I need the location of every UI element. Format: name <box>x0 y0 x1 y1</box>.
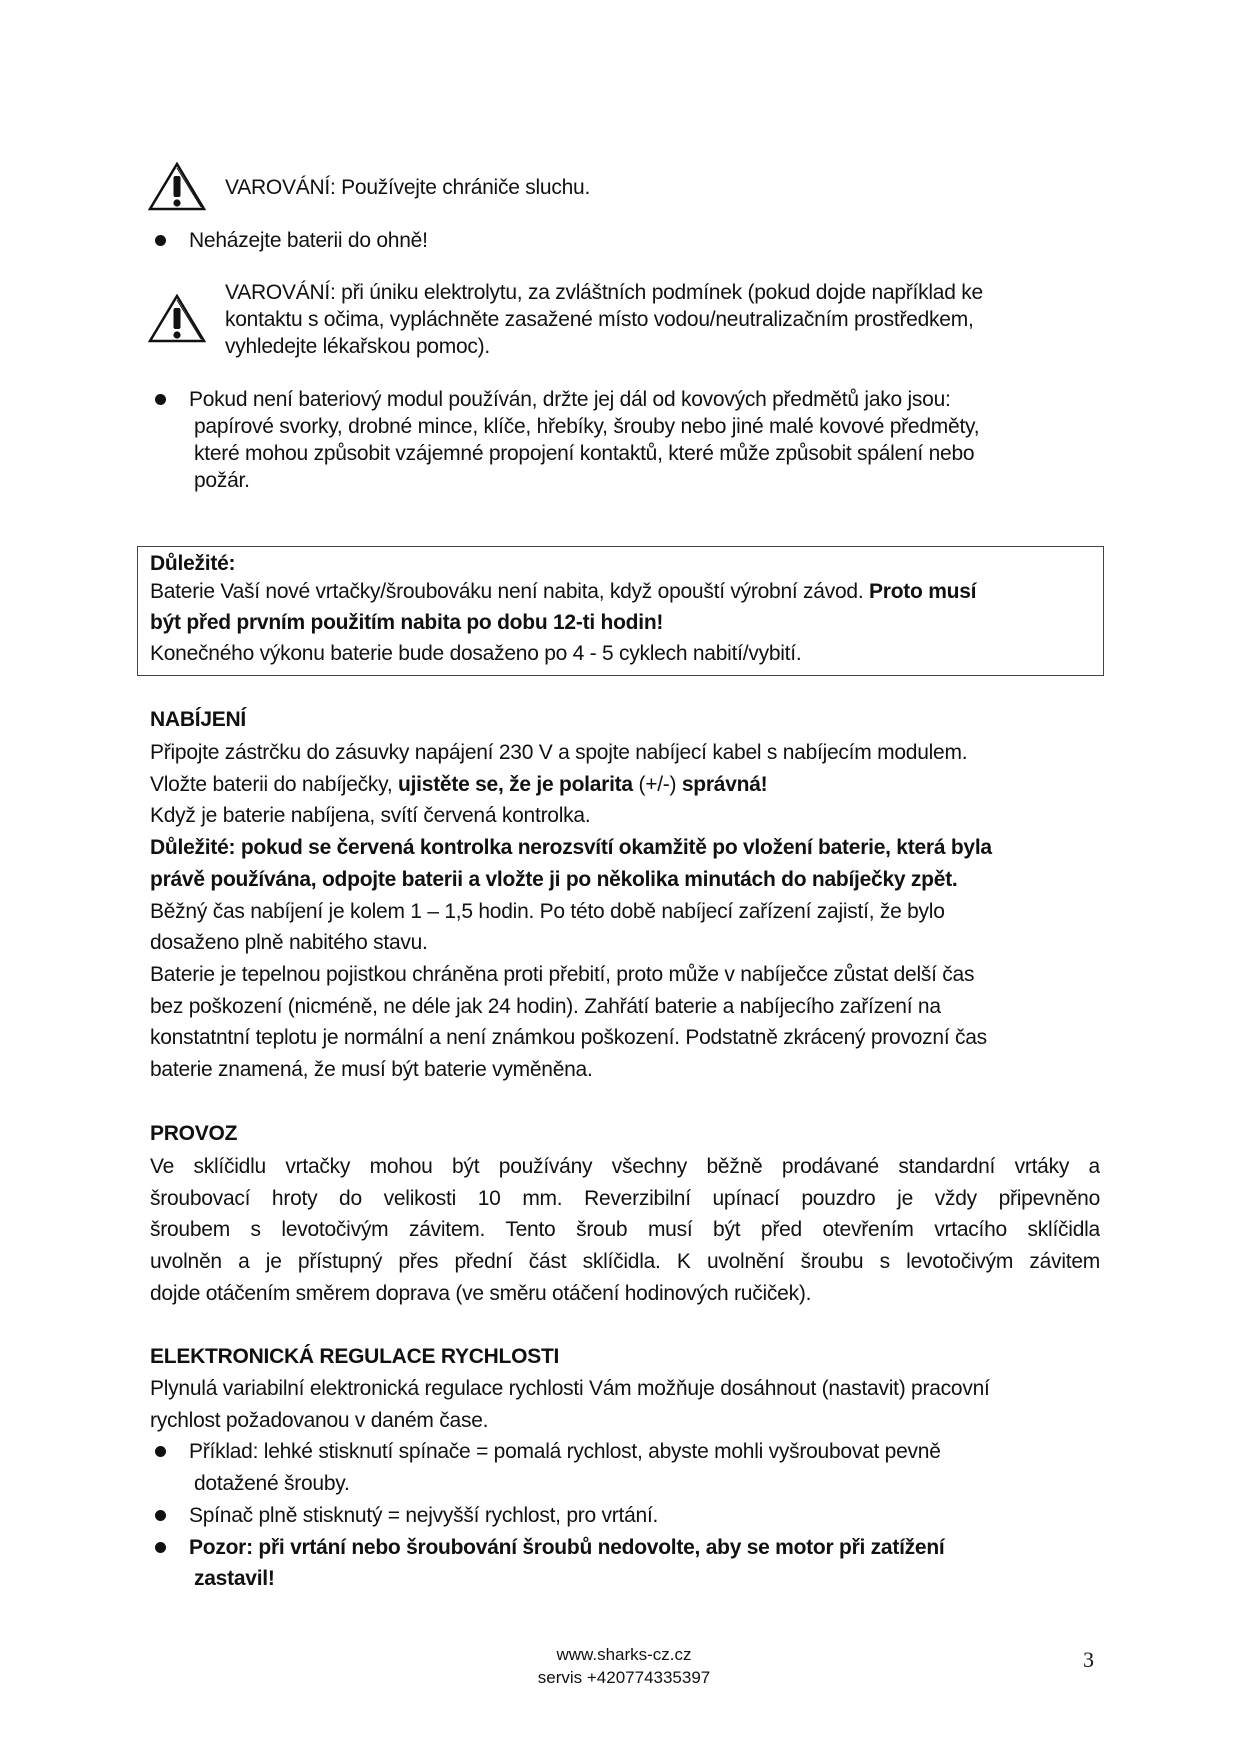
bullet-icon <box>155 235 166 246</box>
text-segment: Vložte baterii do nabíječky, <box>150 772 399 796</box>
text-line: Spínač plně stisknutý = nejvyšší rychlost, pro vrtání. <box>189 1503 659 1527</box>
text-line: baterie znamená, že musí být baterie vyměněna. <box>150 1058 593 1081</box>
text-line: vyhledejte lékařskou pomoc). <box>225 335 490 358</box>
text-line: VAROVÁNÍ: Používejte chrániče sluchu. <box>225 176 591 199</box>
bullet-icon <box>155 1542 166 1553</box>
text-line <box>150 577 976 607</box>
bold-text: být před prvním použitím nabita po dobu 12-ti hodin! <box>150 611 664 634</box>
bold-text: právě používána, odpojte baterii a vložte ji po několika minutách do nabíječky zpět. <box>150 867 958 891</box>
text-line: šroubovací hroty do velikosti 10 mm. Reverzibilní upínací pouzdro je vždy připevněno <box>150 1186 1100 1210</box>
text-line: NABÍJENÍ <box>150 708 247 731</box>
text-line <box>150 608 663 638</box>
bullet-icon <box>155 1510 166 1521</box>
text-line <box>150 770 767 800</box>
text-line: dojde otáčením směrem doprava (ve směru otáčení hodinových ručiček). <box>150 1281 812 1305</box>
text-line: šroubem s levotočivým závitem. Tento šroub musí být před otevřením vrtacího sklíčidla <box>150 1218 1100 1242</box>
text-line: konstatntní teplotu je normální a není známkou poškození. Podstatně zkrácený provozní čas <box>150 1026 987 1050</box>
bold-text: ujistěte se, že je polarita <box>398 772 639 796</box>
text-line: Když je baterie nabíjena, svítí červená kontrolka. <box>150 804 591 828</box>
text-line: které mohou způsobit vzájemné propojení kontaktů, které může způsobit spálení nebo <box>194 442 975 465</box>
text-line: požár. <box>194 469 250 492</box>
warning-triangle-icon <box>148 294 206 344</box>
text-line: uvolněn a je přístupný přes přední část sklíčidla. K uvolnění šroubu s levotočivým závitem <box>150 1250 1100 1274</box>
text-line: Plynulá variabilní elektronická regulace rychlosti Vám možňuje dosáhnout (nastavit) pracovní <box>150 1377 990 1400</box>
text-segment: (+/-) <box>638 772 682 796</box>
bold-text: Důležité: pokud se červená kontrolka nerozsvítí okamžitě po vložení baterie, která byla <box>150 836 992 860</box>
text-line: Pozor: při vrtání nebo šroubování šroubů nedovolte, aby se motor při zatížení <box>189 1535 945 1559</box>
warning-triangle-icon <box>148 162 206 212</box>
text-line: Příklad: lehké stisknutí spínače = pomalá rychlost, abyste mohli vyšroubovat pevně <box>189 1440 941 1464</box>
text-line: Konečného výkonu baterie bude dosaženo po 4 - 5 cyklech nabití/vybití. <box>150 642 802 665</box>
text-line: PROVOZ <box>150 1122 238 1145</box>
text-line: dotažené šrouby. <box>194 1472 350 1496</box>
text-line: Připojte zástrčku do zásuvky napájení 230 V a spojte nabíjecí kabel s nabíjecím modulem. <box>150 741 968 764</box>
bullet-icon <box>155 394 166 405</box>
text-line: Běžný čas nabíjení je kolem 1 – 1,5 hodin. Po této době nabíjecí zařízení zajistí, že bylo <box>150 899 945 923</box>
text-line: Ve sklíčidlu vrtačky mohou být používány všechny běžně prodávané standardní vrtáky a <box>150 1155 1100 1178</box>
text-line: dosaženo plně nabitého stavu. <box>150 931 428 955</box>
text-line: Neházejte baterii do ohně! <box>189 229 428 252</box>
text-line: Pokud není bateriový modul používán, držte jej dál od kovových předmětů jako jsou: <box>189 388 951 411</box>
footer-service-phone: servis +420774335397 <box>537 1668 711 1687</box>
text-line: Důležité: <box>150 552 236 575</box>
bold-text: správná! <box>681 772 768 796</box>
text-segment: Baterie Vaší nové vrtačky/šroubováku není nabita, když opouští výrobní závod. <box>150 580 870 603</box>
text-line: kontaktu s očima, vypláchněte zasažené místo vodou/neutralizačním prostředkem, <box>225 308 974 331</box>
bullet-icon <box>155 1446 166 1457</box>
text-line <box>150 865 958 895</box>
text-line: rychlost požadovanou v daném čase. <box>150 1408 489 1432</box>
text-line: zastavil! <box>194 1567 275 1591</box>
text-line: ELEKTRONICKÁ REGULACE RYCHLOSTI <box>150 1345 560 1368</box>
page-number: 3 <box>1083 1647 1094 1672</box>
text-line: bez poškození (nicméně, ne déle jak 24 hodin). Zahřátí baterie a nabíjecího zařízení na <box>150 994 941 1018</box>
bold-text: Proto musí <box>869 580 977 603</box>
footer-website: www.sharks-cz.cz <box>556 1645 692 1664</box>
text-line: Baterie je tepelnou pojistkou chráněna proti přebití, proto může v nabíječce zůstat delší čas <box>150 962 975 986</box>
text-line: papírové svorky, drobné mince, klíče, hřebíky, šrouby nebo jiné malé kovové předměty, <box>194 415 980 438</box>
text-line: VAROVÁNÍ: při úniku elektrolytu, za zvláštních podmínek (pokud dojde například ke <box>225 281 983 304</box>
text-line <box>150 833 992 863</box>
